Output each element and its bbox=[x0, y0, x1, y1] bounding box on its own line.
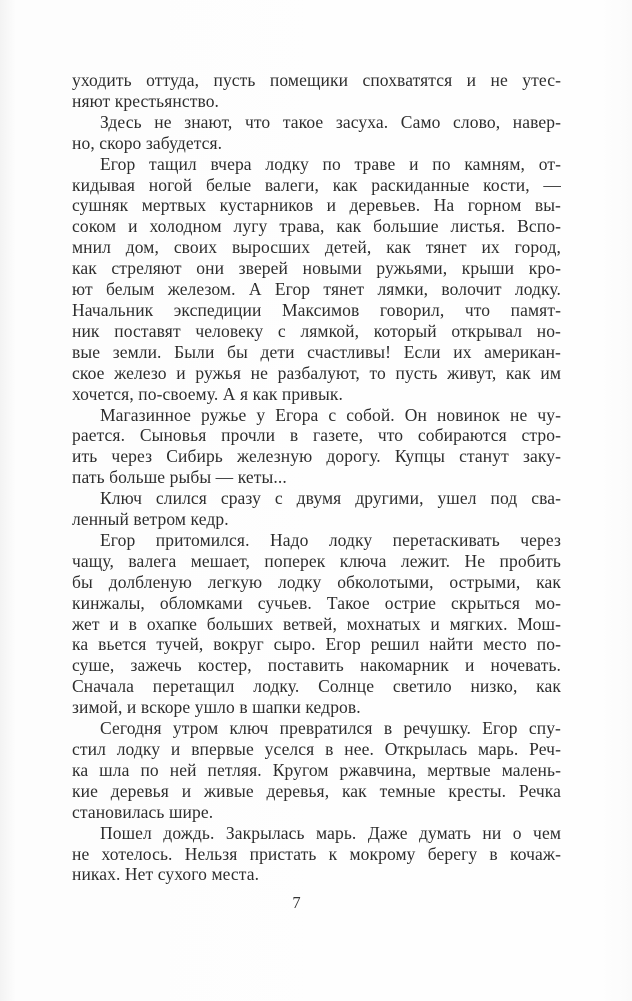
text-line: чащу, валега мешает, поперек ключа лежит. Не пробить bbox=[72, 550, 561, 571]
text-line: мнил дом, своих выросших детей, как тянет их город, bbox=[72, 237, 561, 258]
text-line: Здесь не знают, что такое засуха. Само слово, навер- bbox=[100, 111, 561, 132]
text-line: вые земли. Были бы дети счастливы! Если их американ- bbox=[72, 341, 561, 362]
text-line: становилась шире. bbox=[72, 801, 214, 822]
text-line: кие деревья и живые деревья, как темные кресты. Речка bbox=[72, 780, 561, 801]
text-line: жет и в охапке больших ветвей, мохнатых и мягких. Мош- bbox=[72, 613, 561, 634]
text-line: ить через Сибирь железную дорогу. Купцы станут заку- bbox=[72, 446, 561, 467]
text-line: но, скоро забудется. bbox=[72, 132, 223, 153]
text-line: никах. Нет сухого места. bbox=[72, 864, 260, 885]
text-line: кинжалы, обломками сучьев. Такое острие скрыться мо- bbox=[72, 592, 561, 613]
text-line: Сегодня утром ключ превратился в речушку. Егор спу- bbox=[100, 718, 561, 739]
text-line: уходить оттуда, пусть помещики спохватятся и не утес- bbox=[72, 70, 561, 90]
text-line: ское железо и ружья не разбалуют, то пусть живут, как им bbox=[72, 362, 561, 383]
text-line: ют белым железом. А Егор тянет лямки, волочит лодку. bbox=[72, 279, 561, 300]
text-line: рается. Сыновья прочли в газете, что собираются стро- bbox=[72, 425, 561, 446]
text-line: как стреляют они зверей новыми ружьями, крыши кро- bbox=[72, 258, 561, 279]
page-number: 7 bbox=[292, 893, 301, 912]
text-line: Егор тащил вчера лодку по траве и по камням, от- bbox=[100, 153, 561, 174]
text-line: Начальник экспедиции Максимов говорил, что памят- bbox=[72, 299, 561, 320]
text-line: не хотелось. Нельзя пристать к мокрому берегу в кочаж- bbox=[72, 843, 561, 864]
text-line: сушняк мертвых кустарников и деревьев. На горном вы- bbox=[72, 195, 561, 216]
text-line: бы долбленую легкую лодку обколотыми, острыми, как bbox=[72, 571, 561, 592]
text-line: соком и холодном лугу трава, как большие листья. Вспо- bbox=[72, 216, 561, 237]
text-line: Ключ слился сразу с двумя другими, ушел под сва- bbox=[100, 488, 561, 509]
text-line: ка вьется тучей, вокруг сыро. Егор решил найти место по- bbox=[72, 634, 561, 655]
text-line: ник поставят человеку с лямкой, который открывал но- bbox=[72, 320, 561, 341]
page-text bbox=[72, 70, 561, 885]
text-line: Сначала перетащил лодку. Солнце светило низко, как bbox=[72, 676, 561, 697]
text-line: хочется, по-своему. А я как привык. bbox=[72, 383, 343, 404]
text-line: суше, зажечь костер, поставить накомарник и ночевать. bbox=[72, 655, 561, 676]
text-line: стил лодку и впервые уселся в нее. Открылась марь. Реч- bbox=[72, 739, 561, 759]
text-line: Магазинное ружье у Егора с собой. Он новинок не чу- bbox=[100, 404, 561, 425]
text-line: Пошел дождь. Закрылась марь. Даже думать ни о чем bbox=[100, 822, 561, 843]
text-line: кидывая ногой белые валеги, как раскиданные кости, — bbox=[72, 174, 561, 195]
text-line: няют крестьянство. bbox=[72, 90, 220, 111]
text-line: пать больше рыбы — кеты... bbox=[72, 467, 287, 488]
text-line: зимой, и вскоре ушло в шапки кедров. bbox=[72, 697, 361, 718]
text-line: Егор притомился. Надо лодку перетаскивать через bbox=[100, 529, 561, 550]
text-line: ка шла по ней петляя. Кругом ржавчина, мертвые малень- bbox=[72, 759, 561, 780]
text-line: ленный ветром кедр. bbox=[72, 509, 229, 530]
